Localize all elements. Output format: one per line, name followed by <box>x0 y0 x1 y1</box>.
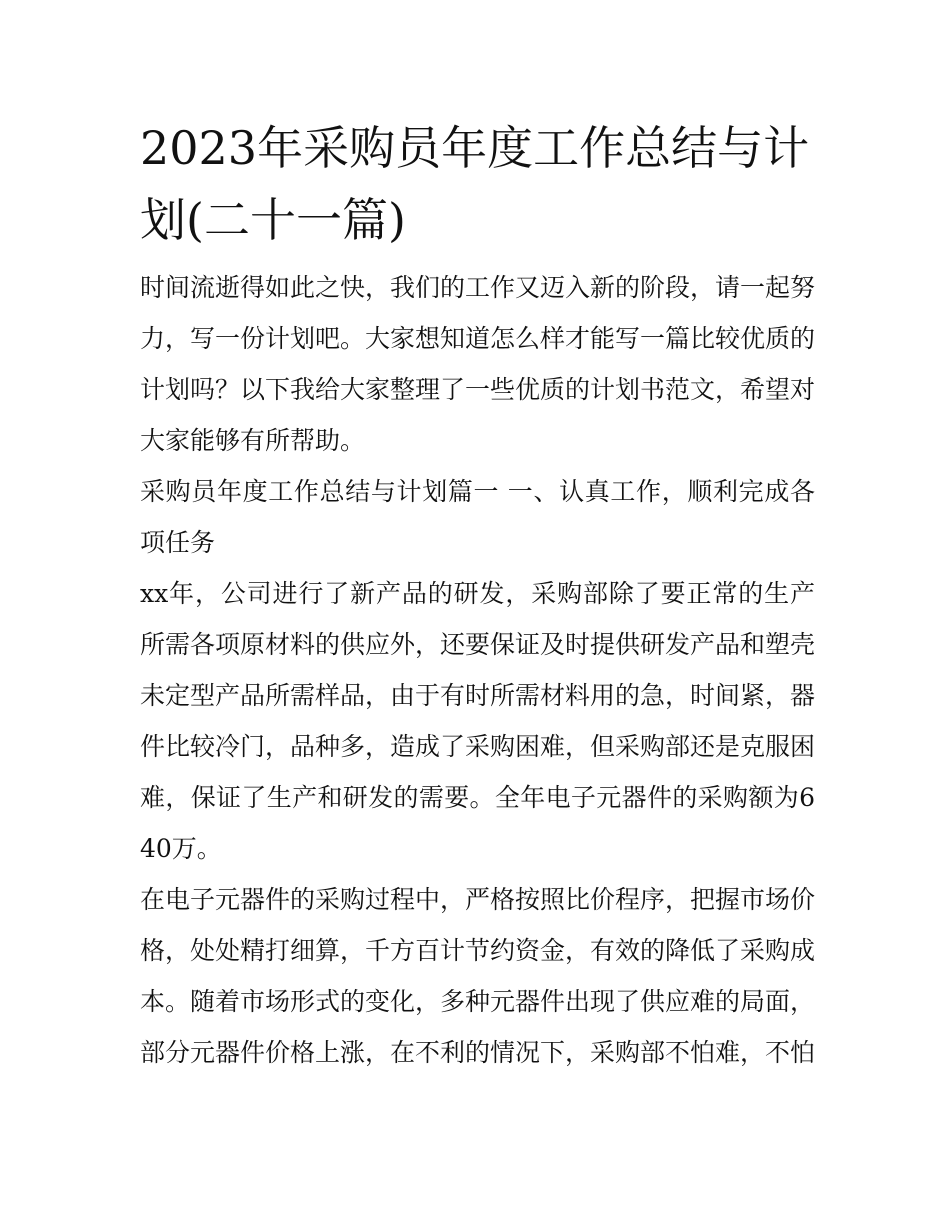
document-body <box>140 112 815 1078</box>
paragraph-body-2: 在电子元器件的采购过程中，严格按照比价程序，把握市场价格，处处精打细算，千方百计节约资金，有效的降低了采购成本。随着市场形式的变化，多种元器件出现了供应难的局面，部分元器件价格上涨，在不利的情况下，采购部不怕难，不怕 <box>140 885 816 1067</box>
paragraph-intro: 时间流逝得如此之快，我们的工作又迈入新的阶段，请一起努力，写一份计划吧。大家想知道怎么样才能写一篇比较优质的计划吗？以下我给大家整理了一些优质的计划书范文，希望对大家能够有所帮助。 <box>140 273 816 455</box>
paragraph-section-heading: 采购员年度工作总结与计划篇一 一、认真工作，顺利完成各项任务 <box>140 477 815 557</box>
paragraph-body-1: xx年，公司进行了新产品的研发，采购部除了要正常的生产所需各项原材料的供应外，还要保证及时提供研发产品和塑壳未定型产品所需样品，由于有时所需材料用的急，时间紧，器件比较冷门，品种多，造成了采购困难，但采购部还是克服困难，保证了生产和研发的需要。全年电子元器件的采购额为640万。 <box>140 579 816 863</box>
document-title: 2023年采购员年度工作总结与计划(二十一篇) <box>140 121 810 247</box>
